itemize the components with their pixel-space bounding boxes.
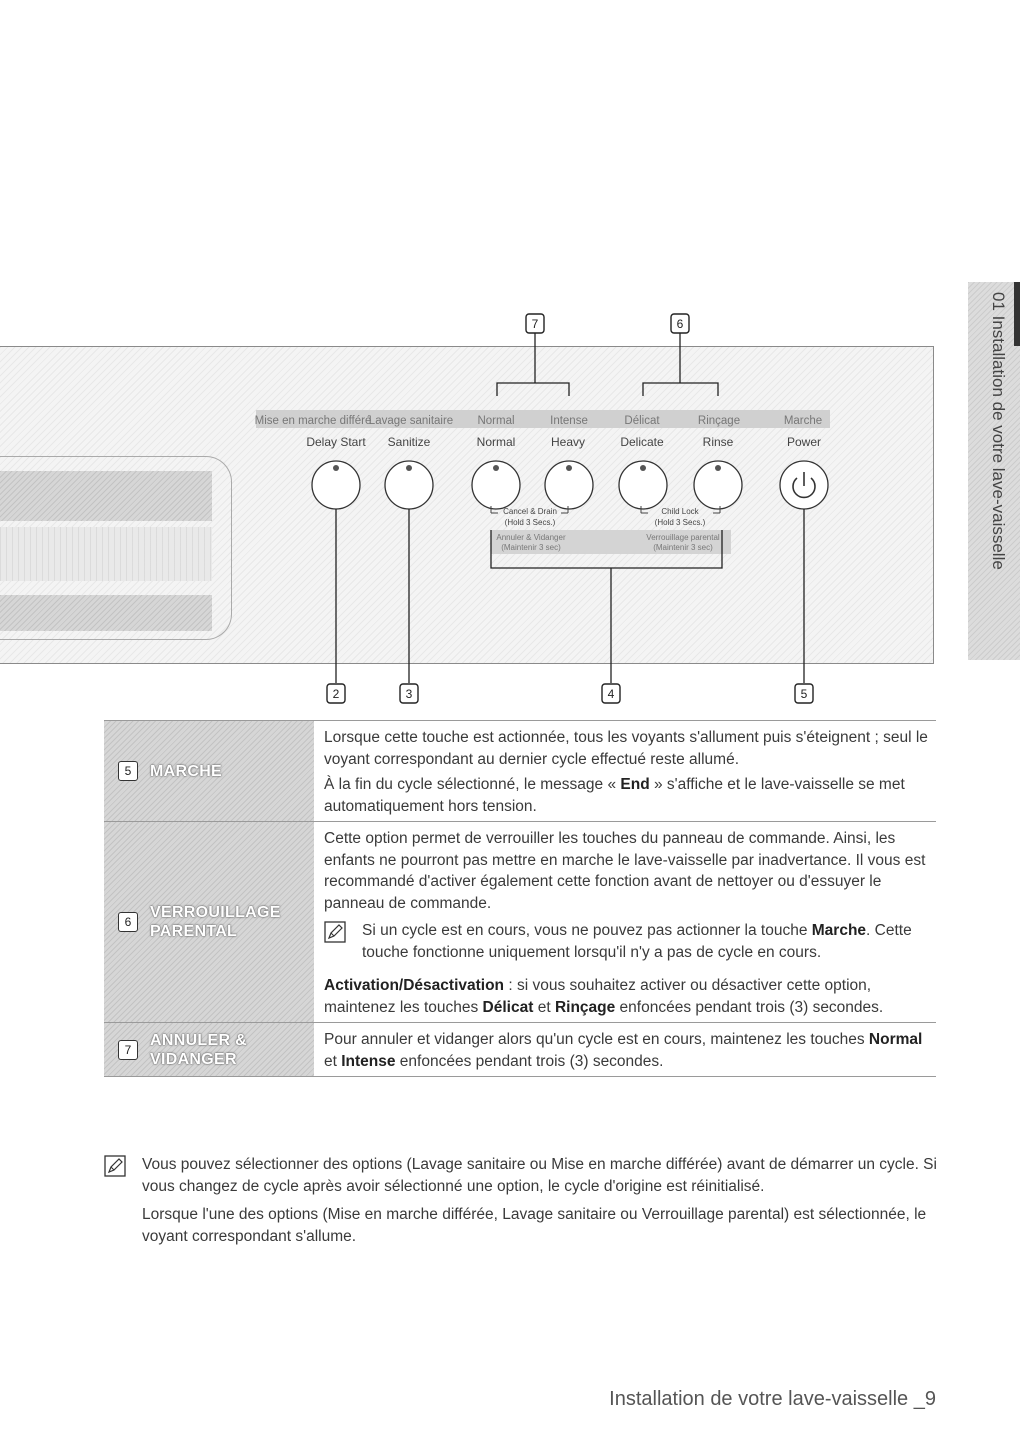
footnote (104, 1154, 944, 1248)
callout-5: 5 (800, 687, 808, 701)
cancel-drain-fr-hold: (Maintenir 3 sec) (501, 543, 561, 552)
indicator-light-icon (566, 465, 572, 471)
note: Si un cycle est en cours, vous ne pouvez pas actionner la touche Marche. Cette touche fonctionne uniquement lorsqu'il n'y a pas de cycle en cours. (324, 920, 936, 963)
label-fr-delicate: Délicat (624, 415, 660, 427)
page-footer: Installation de votre lave-vaisselle _9 (609, 1388, 936, 1410)
label-en-sanitize: Sanitize (387, 435, 431, 449)
footnote-text: Vous pouvez sélectionner des options (Lavage sanitaire ou Mise en marche différée) avant de démarrer un cycle. Si vous changez de cycle après avoir sélectionné une option, le cycle d'origine est réinitialisé. (142, 1156, 937, 1195)
callout-6: 6 (676, 317, 684, 331)
child-lock-fr-hold: (Maintenir 3 sec) (653, 543, 713, 552)
row-title: VERROUILLAGE PARENTAL (150, 904, 281, 940)
indicator-light-icon (715, 465, 721, 471)
callout-2: 2 (332, 687, 340, 701)
indicator-light-icon (640, 465, 646, 471)
table-row-marche (104, 720, 936, 822)
child-lock-fr-label: Verrouillage parental (646, 533, 720, 542)
label-en-heavy: Heavy (550, 435, 586, 449)
row-number: 7 (118, 1040, 138, 1060)
row-title: ANNULER & VIDANGER (150, 1031, 247, 1068)
row-title: MARCHE (150, 762, 223, 780)
chapter-side-tab-label: 01 Installation de votre lave-vaisselle (989, 292, 1008, 570)
indicator-light-icon (493, 465, 499, 471)
label-en-normal: Normal (476, 435, 516, 449)
label-fr-normal: Normal (477, 415, 515, 427)
note-pencil-icon (104, 1155, 126, 1177)
row-text: Activation/Désactivation : si vous souhaitez activer ou désactiver cette option, maintenez les touches Délicat et Rinçage enfoncées pendant trois (3) secondes. (324, 977, 884, 1016)
feature-table (104, 720, 936, 1077)
callout-4: 4 (607, 687, 615, 701)
label-fr-sanitize: Lavage sanitaire (368, 415, 454, 427)
indicator-light-icon (333, 465, 339, 471)
cancel-drain-hold-label: (Hold 3 Secs.) (504, 518, 556, 527)
row-text: Lorsque cette touche est actionnée, tous les voyants s'allument puis s'éteignent ; seul le voyant correspondant au dernier cycle effectué reste allumé. (324, 729, 928, 768)
cancel-drain-label: Cancel & Drain (503, 507, 557, 516)
label-en-delay-start: Delay Start (306, 435, 366, 449)
footnote-text: Lorsque l'une des options (Mise en marche différée, Lavage sanitaire ou Verrouillage parental) est sélectionnée, le voyant correspondant s'allume. (142, 1206, 927, 1245)
label-en-rinse: Rinse (702, 435, 734, 449)
label-fr-heavy: Intense (550, 415, 588, 427)
table-row-verrouillage (104, 822, 936, 1023)
child-lock-hold-label: (Hold 3 Secs.) (654, 518, 706, 527)
row-text: Pour annuler et vidanger alors qu'un cycle est en cours, maintenez les touches Normal et Intense enfoncées pendant trois (3) secondes. (324, 1031, 923, 1070)
row-text: Cette option permet de verrouiller les touches du panneau de commande. Ainsi, les enfants ne pourront pas mettre en marche le lave-vaisselle par inadvertance. Il vous est recommandé d'activer également cette fonction avant de nettoyer ou d'essuyer le panneau de commande. (324, 830, 926, 912)
callout-7: 7 (531, 317, 539, 331)
cancel-drain-fr-label: Annuler & Vidanger (496, 533, 566, 542)
label-fr-power: Marche (783, 415, 823, 427)
row-number: 5 (118, 761, 138, 781)
child-lock-label: Child Lock (661, 507, 699, 516)
label-fr-rinse: Rinçage (697, 415, 741, 427)
label-fr-delay-start: Mise en marche différé (254, 415, 372, 427)
chapter-side-tab (968, 282, 1020, 660)
table-row-annuler (104, 1023, 936, 1077)
indicator-light-icon (406, 465, 412, 471)
label-en-delicate: Delicate (620, 435, 664, 449)
callout-3: 3 (405, 687, 413, 701)
label-en-power: Power (786, 435, 822, 449)
row-text: À la fin du cycle sélectionné, le message « End » s'affiche et le lave-vaisselle se met automatiquement hors tension. (324, 776, 905, 815)
row-number: 6 (118, 912, 138, 932)
note-pencil-icon (324, 921, 346, 943)
panel-diagram (0, 0, 1020, 720)
